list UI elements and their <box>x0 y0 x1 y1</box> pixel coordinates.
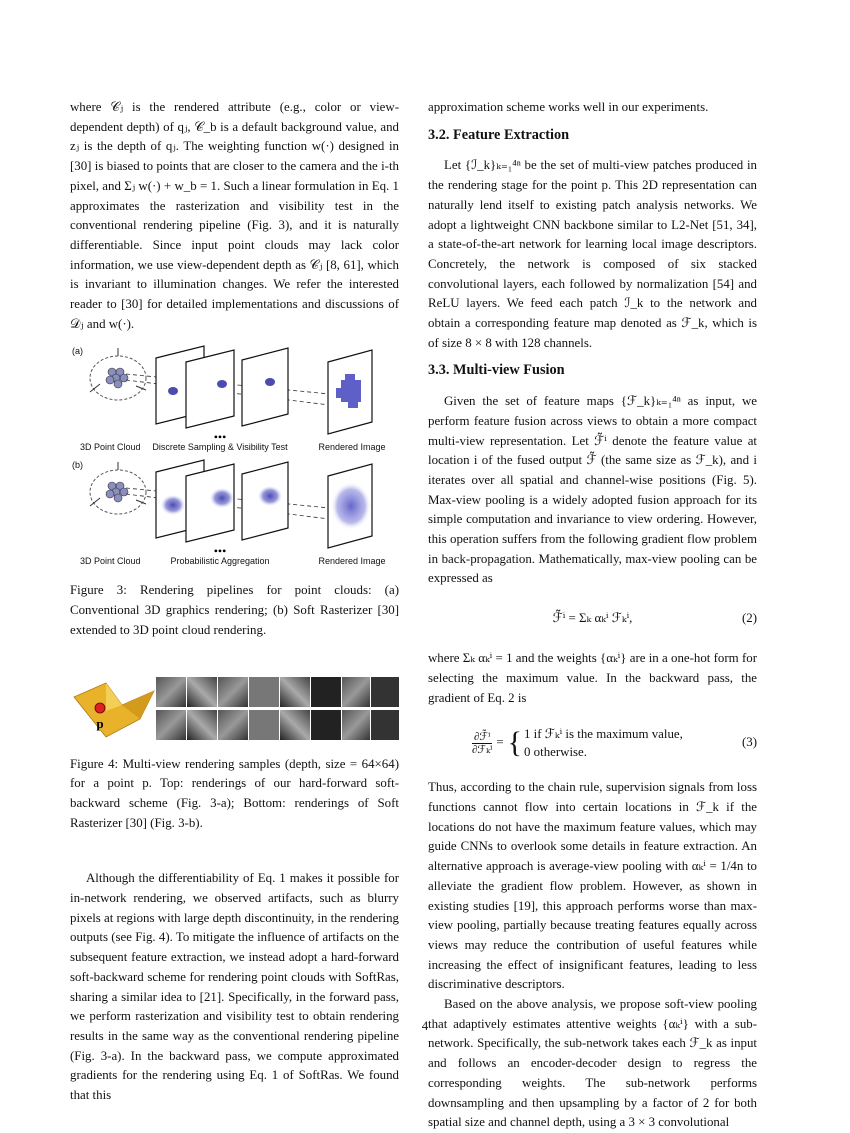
fig3-label-a: (a) <box>72 346 83 357</box>
figure-4 <box>70 677 399 743</box>
equation-3-case-1: 1 if ℱₖⁱ is the maximum value, <box>524 727 683 742</box>
point-cloud-a <box>90 348 146 400</box>
equation-2-body: ℱ̃ⁱ = Σₖ αₖⁱ ℱₖⁱ, <box>552 611 633 626</box>
figure-3-caption: Figure 3: Rendering pipelines for point clouds: (a) Conventional 3D graphics rendering; (b) Soft Rasterizer [30] extended to 3D point cloud rendering. <box>70 583 399 637</box>
fig3-middle-label-a: Discrete Sampling & Visibility Test <box>152 442 288 453</box>
equation-3-number: (3) <box>741 735 757 750</box>
figure-4-caption: Figure 4: Multi-view rendering samples (depth, size = 64×64) for a point p. Top: renderings of our hard-forward soft-backward scheme (Fig. 3-a); Bottom: renderings of Soft Rasterizer [30] (Fig. 3-b). <box>70 756 399 830</box>
fig3-label-b: (b) <box>72 460 83 471</box>
fig3-right-label-a: Rendered Image <box>318 442 386 453</box>
point-cloud-b <box>90 462 146 514</box>
paragraph-after-eq2: where Σₖ αₖⁱ = 1 and the weights {αₖⁱ} are in a one-hot form for selecting the maximum value. In the backward pass, the gradient of Eq. 2 is <box>428 651 757 705</box>
point-p-marker <box>95 703 105 713</box>
equation-2-number: (2) <box>741 611 757 626</box>
fig3-cloud-label-b: 3D Point Cloud <box>80 556 141 567</box>
section-3-2-heading: 3.2. Feature Extraction <box>428 126 570 143</box>
section-3-2-paragraph: Let {ℐ_k}ₖ₌₁⁴ⁿ be the set of multi-view patches produced in the rendering stage for the point p. This 2D representation can naturally lend itself to existing patch analysis networks. We adopt a lightweight CNN backbone similar to L2-Net [51, 34], a state-of-the-art network for learning local image descriptors. Concretely, the network is composed of six stacked convolutional layers, each followed by normalization [54] and ReLU layers. We feed each patch ℐ_k to the network and obtain a corresponding feature map denoted as ℱ_k, which is of size 8 × 8 with 128 channels. <box>428 158 757 350</box>
equation-3-case-2: 0 otherwise. <box>524 745 588 760</box>
left-column <box>70 98 399 1106</box>
paragraph-after-eq3: Thus, according to the chain rule, supervision signals from loss functions cannot flow into certain locations in ℱ_k if the locations do not have the maximum feature values, which may guide CNNs to overlook some details in feature extraction. An alternative approach is average-view pooling with αₖⁱ = 1/4n to alleviate the gradient flow problem. However, as shown in existing studies [19], this approach performs worse than max-view pooling, partially because treating features equally across views may reduce the contribution of useful features while increasing the effect of insignificant features, leading to less discriminative descriptors. <box>428 780 757 992</box>
equation-3-lhs-num: ∂ℱ̃ⁱ <box>474 730 491 743</box>
fig3-right-label-b: Rendered Image <box>318 556 386 567</box>
equation-2 <box>428 599 757 639</box>
point-p-label: p <box>96 715 104 731</box>
right-last-paragraph: Based on the above analysis, we propose soft-view pooling that adaptively estimates attentive weights {αₖⁱ} with a sub-network. Specifically, the sub-network takes each ℱ_k as input and follows an encoder-decoder design to regress the corresponding weights. The sub-network performs downsampling and then upsampling by a factor of 2 for both spatial size and channel depth, using a 3 × 3 convolutional <box>428 997 757 1130</box>
depth-row-bottom <box>156 710 399 740</box>
fig3-middle-label-b: Probabilistic Aggregation <box>170 556 270 567</box>
right-column <box>428 98 757 1133</box>
left-paragraph-2: Although the differentiability of Eq. 1 makes it possible for in-network rendering, we observed artifacts, such as blurry pixels at regions with large depth discontinuity, in the rendering outputs (see Fig. 4). To mitigate the influence of artifacts on the subsequent feature extraction, we instead adopt a hard-forward soft-backward scheme for rendering point clouds with SoftRas, sharing a similar idea to [21]. Specifically, in the forward pass, we perform rasterization and visibility test to obtain rendering results in the same way as the conventional rendering pipeline (Fig. 3-a). In the backward pass, we compute approximated gradients for the rendering using Eq. 1 of SoftRas. We found that this <box>70 871 399 1103</box>
section-3-3-paragraph: Given the set of feature maps {ℱ_k}ₖ₌₁⁴ⁿ as input, we perform feature fusion across views to obtain a more compact multi-view representation. Let ℱ̃ⁱ denote the feature value at location i of the fused output ℱ̃ (the same size as ℱ_k), and i iterates over all spatial and channel-wise positions (Fig. 5). Max-view pooling is a widely adopted fusion approach for its simple computation and invariance to view ordering. However, this operation suffers from the following gradient flow problem in back-propagation. Mathematically, max-view pooling can be expressed as <box>428 394 757 586</box>
yellow-surface <box>74 683 154 737</box>
right-line-1: approximation scheme works well in our experiments. <box>428 100 709 114</box>
equation-3-lhs <box>472 731 492 756</box>
section-3-3-heading: 3.3. Multi-view Fusion <box>428 362 565 379</box>
fig3-dots-b: ••• <box>213 544 227 559</box>
equation-3: $\frac{\text{∂ℱ̃ⁱ}}{\text{∂ℱₖⁱ}}$ = { 1 if ℱₖⁱ is the maximum value, 0 otherwise. (3) <box>472 726 757 760</box>
fig3-dots-a: ••• <box>213 430 227 445</box>
page-number: 4 <box>421 1018 429 1033</box>
fig3-cloud-label-a: 3D Point Cloud <box>80 442 141 453</box>
equation-3-lhs-den: ∂ℱₖⁱ <box>472 743 493 756</box>
rendered-image-a <box>328 350 372 434</box>
left-paragraph-1: where 𝒞ⱼ is the rendered attribute (e.g., color or view-dependent depth) of qⱼ, 𝒞_b is a default background value, and zⱼ is the depth of qⱼ. The weighting function w(·) designed in [30] is biased to points that are closer to the camera and the i-th pixel, and Σⱼ w(·) + w_b = 1. Such a linear formulation in Eq. 1 approximates the rasterization and visibility test in the conventional rendering pipeline (Fig. 3), and it is naturally differentiable. Since input point clouds may lack color information, we use view-dependent depth as 𝒞ⱼ [8, 61], which is invariant to illumination changes. We refer the interested reader to [30] for detailed implementations and discussions of 𝒟ⱼ and w(·). <box>70 100 399 331</box>
rendered-image-b <box>328 464 372 548</box>
figure-3 <box>70 344 399 569</box>
depth-row-top <box>156 677 399 707</box>
